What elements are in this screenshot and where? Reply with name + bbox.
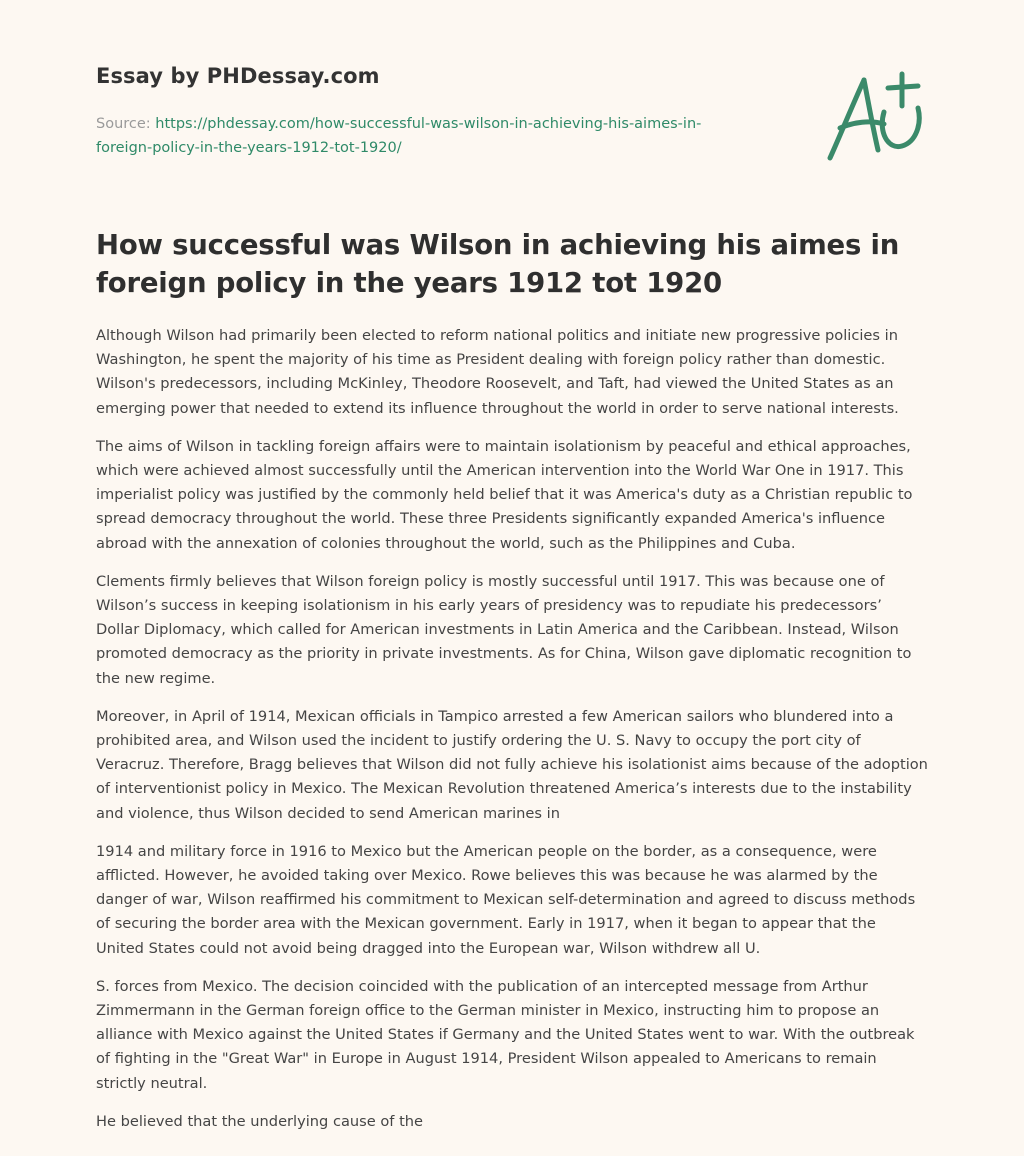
paragraph: 1914 and military force in 1916 to Mexico but the American people on the border, as a consequence, were afflicted. However, he avoided taking over Mexico. Rowe believes this was because he was alarmed by the danger of war, Wilson reaffirmed his commitment to Mexican self-determination and agreed to discuss methods of securing the border area with the Mexican government. Early in 1917, when it began to appear that the United States could not avoid being dragged into the European war, Wilson withdrew all U. — [96, 842, 916, 957]
paragraph: Clements firmly believes that Wilson foreign policy is mostly successful until 1917. This was because one of Wilson’s success in keeping isolationism in his early years of presidency was to repudiate his predecessors’ Dollar Diplomacy, which called for American investments in Latin America and the Caribbean. Instead, Wilson promoted democracy as the priority in private investments. As for China, Wilson gave diplomatic recognition to the new regime. — [96, 572, 912, 687]
paragraph: S. forces from Mexico. The decision coincided with the publication of an intercepted message from Arthur Zimmermann in the German foreign office to the German minister in Mexico, instructing him to propose an alliance with Mexico against the United States if Germany and the United States went to war. With the outbreak of fighting in the "Great War" in Europe in August 1914, President Wilson appealed to Americans to remain strictly neutral. — [96, 977, 915, 1092]
paragraph: Moreover, in April of 1914, Mexican officials in Tampico arrested a few American sailors who blundered into a prohibited area, and Wilson used the incident to justify ordering the U. S. Navy to occupy the port city of Veracruz. Therefore, Bragg believes that Wilson did not fully achieve his isolationist aims because of the adoption of interventionist policy in Mexico. The Mexican Revolution threatened America’s interests due to the instability and violence, thus Wilson decided to send American marines in — [96, 707, 928, 822]
essay-body — [96, 324, 928, 1148]
source-line — [96, 112, 756, 160]
source-label: Source: — [96, 116, 151, 132]
paragraph: He believed that the underlying cause of the — [96, 1112, 424, 1130]
source-link[interactable]: https://phdessay.com/how-successful-was-wilson-in-achieving-his-aimes-in-foreign-policy-in-the-years-1912-tot-1920/ — [96, 116, 702, 156]
paragraph: Although Wilson had primarily been elected to reform national politics and initiate new progressive policies in Washington, he spent the majority of his time as President dealing with foreign policy rather than domestic. Wilson's predecessors, including McKinley, Theodore Roosevelt, and Taft, had viewed the United States as an emerging power that needed to extend its influence throughout the world in order to serve national interests. — [96, 327, 899, 417]
site-title: Essay by PHDessay.com — [96, 64, 380, 88]
a-plus-logo-icon — [818, 66, 930, 166]
paragraph: The aims of Wilson in tackling foreign affairs were to maintain isolationism by peaceful and ethical approaches, which were achieved almost successfully until the American intervention into the World War One in 1917. This imperialist policy was justified by the commonly held belief that it was America's duty as a Christian republic to spread democracy throughout the world. These three Presidents significantly expanded America's influence abroad with the annexation of colonies throughout the world, such as the Philippines and Cuba. — [96, 437, 913, 552]
essay-title: How successful was Wilson in achieving his aimes in foreign policy in the years 1912 tot 1920 — [96, 229, 900, 299]
